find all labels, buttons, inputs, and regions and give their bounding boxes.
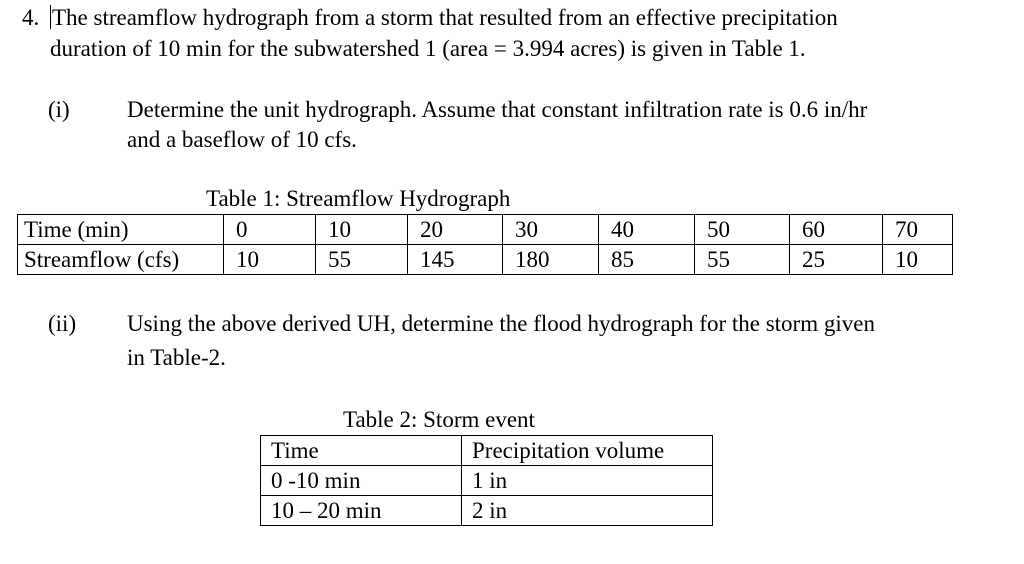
part-ii-text-line-2: in Table-2. <box>127 345 226 370</box>
table-cell: 20 <box>408 215 503 245</box>
table-cell: 60 <box>790 215 883 245</box>
table-cell: 180 <box>503 245 599 275</box>
table-cell: 70 <box>883 215 953 245</box>
table-cell: 55 <box>316 245 408 275</box>
question-text-line-2: duration of 10 min for the subwatershed 1 (area = 3.994 acres) is given in Table 1. <box>50 36 806 61</box>
question-number: 4. <box>22 5 40 30</box>
table-cell: 50 <box>695 215 790 245</box>
table-cell: 30 <box>503 215 599 245</box>
table-cell: 145 <box>408 245 503 275</box>
table-2-caption: Table 2: Storm event <box>343 407 535 432</box>
column-header-time: Time <box>261 436 462 466</box>
table-1-caption: Table 1: Streamflow Hydrograph <box>206 186 511 211</box>
table-cell: 10 <box>316 215 408 245</box>
table-cell: 10 – 20 min <box>261 496 462 526</box>
table-cell: 2 in <box>462 496 713 526</box>
table-cell: 85 <box>599 245 695 275</box>
part-i-text-line-2: and a baseflow of 10 cfs. <box>127 127 357 152</box>
row-header-time: Time (min) <box>18 215 224 245</box>
table-cell: 55 <box>695 245 790 275</box>
question-text-line-1 <box>50 5 838 31</box>
table-cell: 10 <box>883 245 953 275</box>
table-cell: 0 -10 min <box>261 466 462 496</box>
table-cell: 0 <box>224 215 316 245</box>
streamflow-table <box>17 214 953 275</box>
table-row <box>261 436 713 466</box>
column-header-precipitation: Precipitation volume <box>462 436 713 466</box>
question-text-1: The streamflow hydrograph from a storm that resulted from an effective precipitation <box>52 5 838 30</box>
row-header-streamflow: Streamflow (cfs) <box>18 245 224 275</box>
storm-event-table <box>260 435 713 526</box>
part-ii-text-line-1: Using the above derived UH, determine the flood hydrograph for the storm given <box>127 311 875 336</box>
table-row <box>261 466 713 496</box>
table-row <box>261 496 713 526</box>
table-cell: 1 in <box>462 466 713 496</box>
text-cursor <box>50 5 51 29</box>
table-row <box>18 215 953 245</box>
table-cell: 25 <box>790 245 883 275</box>
table-cell: 40 <box>599 215 695 245</box>
table-row <box>18 245 953 275</box>
part-ii-label: (ii) <box>48 311 77 336</box>
part-i-text-line-1: Determine the unit hydrograph. Assume that constant infiltration rate is 0.6 in/hr <box>127 97 868 122</box>
table-cell: 10 <box>224 245 316 275</box>
part-i-label: (i) <box>48 97 70 122</box>
